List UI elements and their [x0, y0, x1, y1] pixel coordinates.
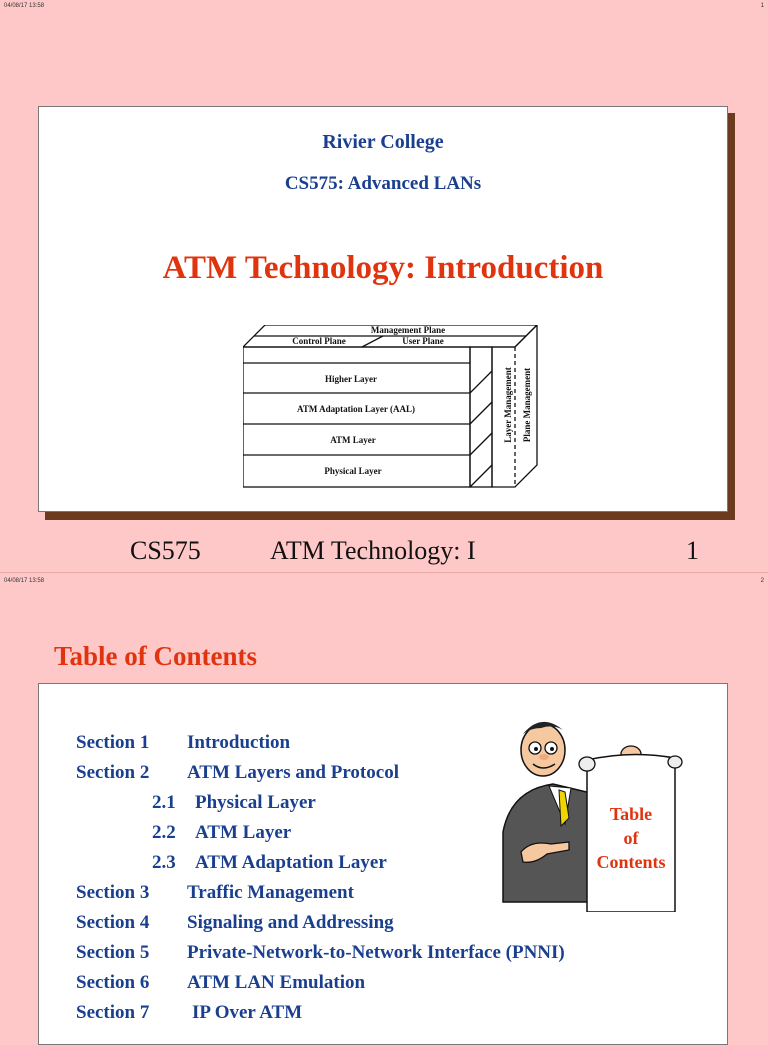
- toc-item-title: Signaling and Addressing: [187, 912, 394, 933]
- aal-label: ATM Adaptation Layer (AAL): [297, 404, 415, 414]
- footer-course: CS575: [130, 536, 201, 565]
- page-timestamp: 04/08/17 13:58: [4, 3, 45, 9]
- toc-item-title: ATM Layers and Protocol: [187, 762, 399, 783]
- toc-item-number: Section 6: [76, 972, 150, 993]
- toc-item-title: Traffic Management: [187, 882, 354, 903]
- businessman-illustration: [491, 712, 691, 912]
- page-number: 2: [760, 578, 764, 584]
- toc-item-title: ATM LAN Emulation: [187, 972, 366, 993]
- atm-reference-model-diagram: [243, 325, 545, 491]
- page-timestamp: 04/08/17 13:58: [4, 578, 45, 584]
- college-name: Rivier College: [322, 131, 444, 153]
- toc-item-number: 2.1: [152, 792, 176, 813]
- sign-line-1: Table: [609, 804, 653, 824]
- toc-heading: Table of Contents: [54, 641, 258, 671]
- toc-item-number: 2.3: [152, 852, 176, 873]
- toc-item-number: Section 7: [76, 1002, 150, 1023]
- page-separator: [0, 572, 768, 573]
- layer-management-label: Layer Management: [503, 367, 513, 443]
- sign-line-3: Contents: [596, 852, 666, 872]
- toc-item-title: Introduction: [187, 732, 291, 753]
- sign-line-2: of: [623, 828, 639, 848]
- toc-item-number: Section 5: [76, 942, 150, 963]
- toc-item-title: Private-Network-to-Network Interface (PNNI): [187, 942, 565, 963]
- plane-management-label: Plane Management: [522, 367, 532, 443]
- toc-item-title: IP Over ATM: [192, 1002, 303, 1023]
- toc-item-number: 2.2: [152, 822, 176, 843]
- control-plane-label: Control Plane: [292, 336, 346, 346]
- physical-layer-label: Physical Layer: [324, 466, 382, 476]
- toc-item-number: Section 4: [76, 912, 150, 933]
- toc-item-title: Physical Layer: [195, 792, 316, 813]
- toc-item-title: ATM Layer: [195, 822, 292, 843]
- user-plane-label: User Plane: [402, 336, 444, 346]
- footer-page: 1: [686, 536, 699, 565]
- toc-item-number: Section 2: [76, 762, 150, 783]
- toc-item-title: ATM Adaptation Layer: [195, 852, 387, 873]
- toc-item-number: Section 1: [76, 732, 150, 753]
- atm-layer-label: ATM Layer: [330, 435, 376, 445]
- management-plane-label: Management Plane: [370, 325, 446, 335]
- slide-card: [38, 106, 728, 512]
- footer-title: ATM Technology: I: [270, 536, 476, 565]
- course-name: CS575: Advanced LANs: [284, 173, 482, 194]
- toc-item-number: Section 3: [76, 882, 150, 903]
- slide-title: ATM Technology: Introduction: [162, 250, 604, 286]
- higher-layer-label: Higher Layer: [324, 374, 378, 384]
- toc-card: [38, 683, 728, 1045]
- page-number: 1: [760, 3, 764, 9]
